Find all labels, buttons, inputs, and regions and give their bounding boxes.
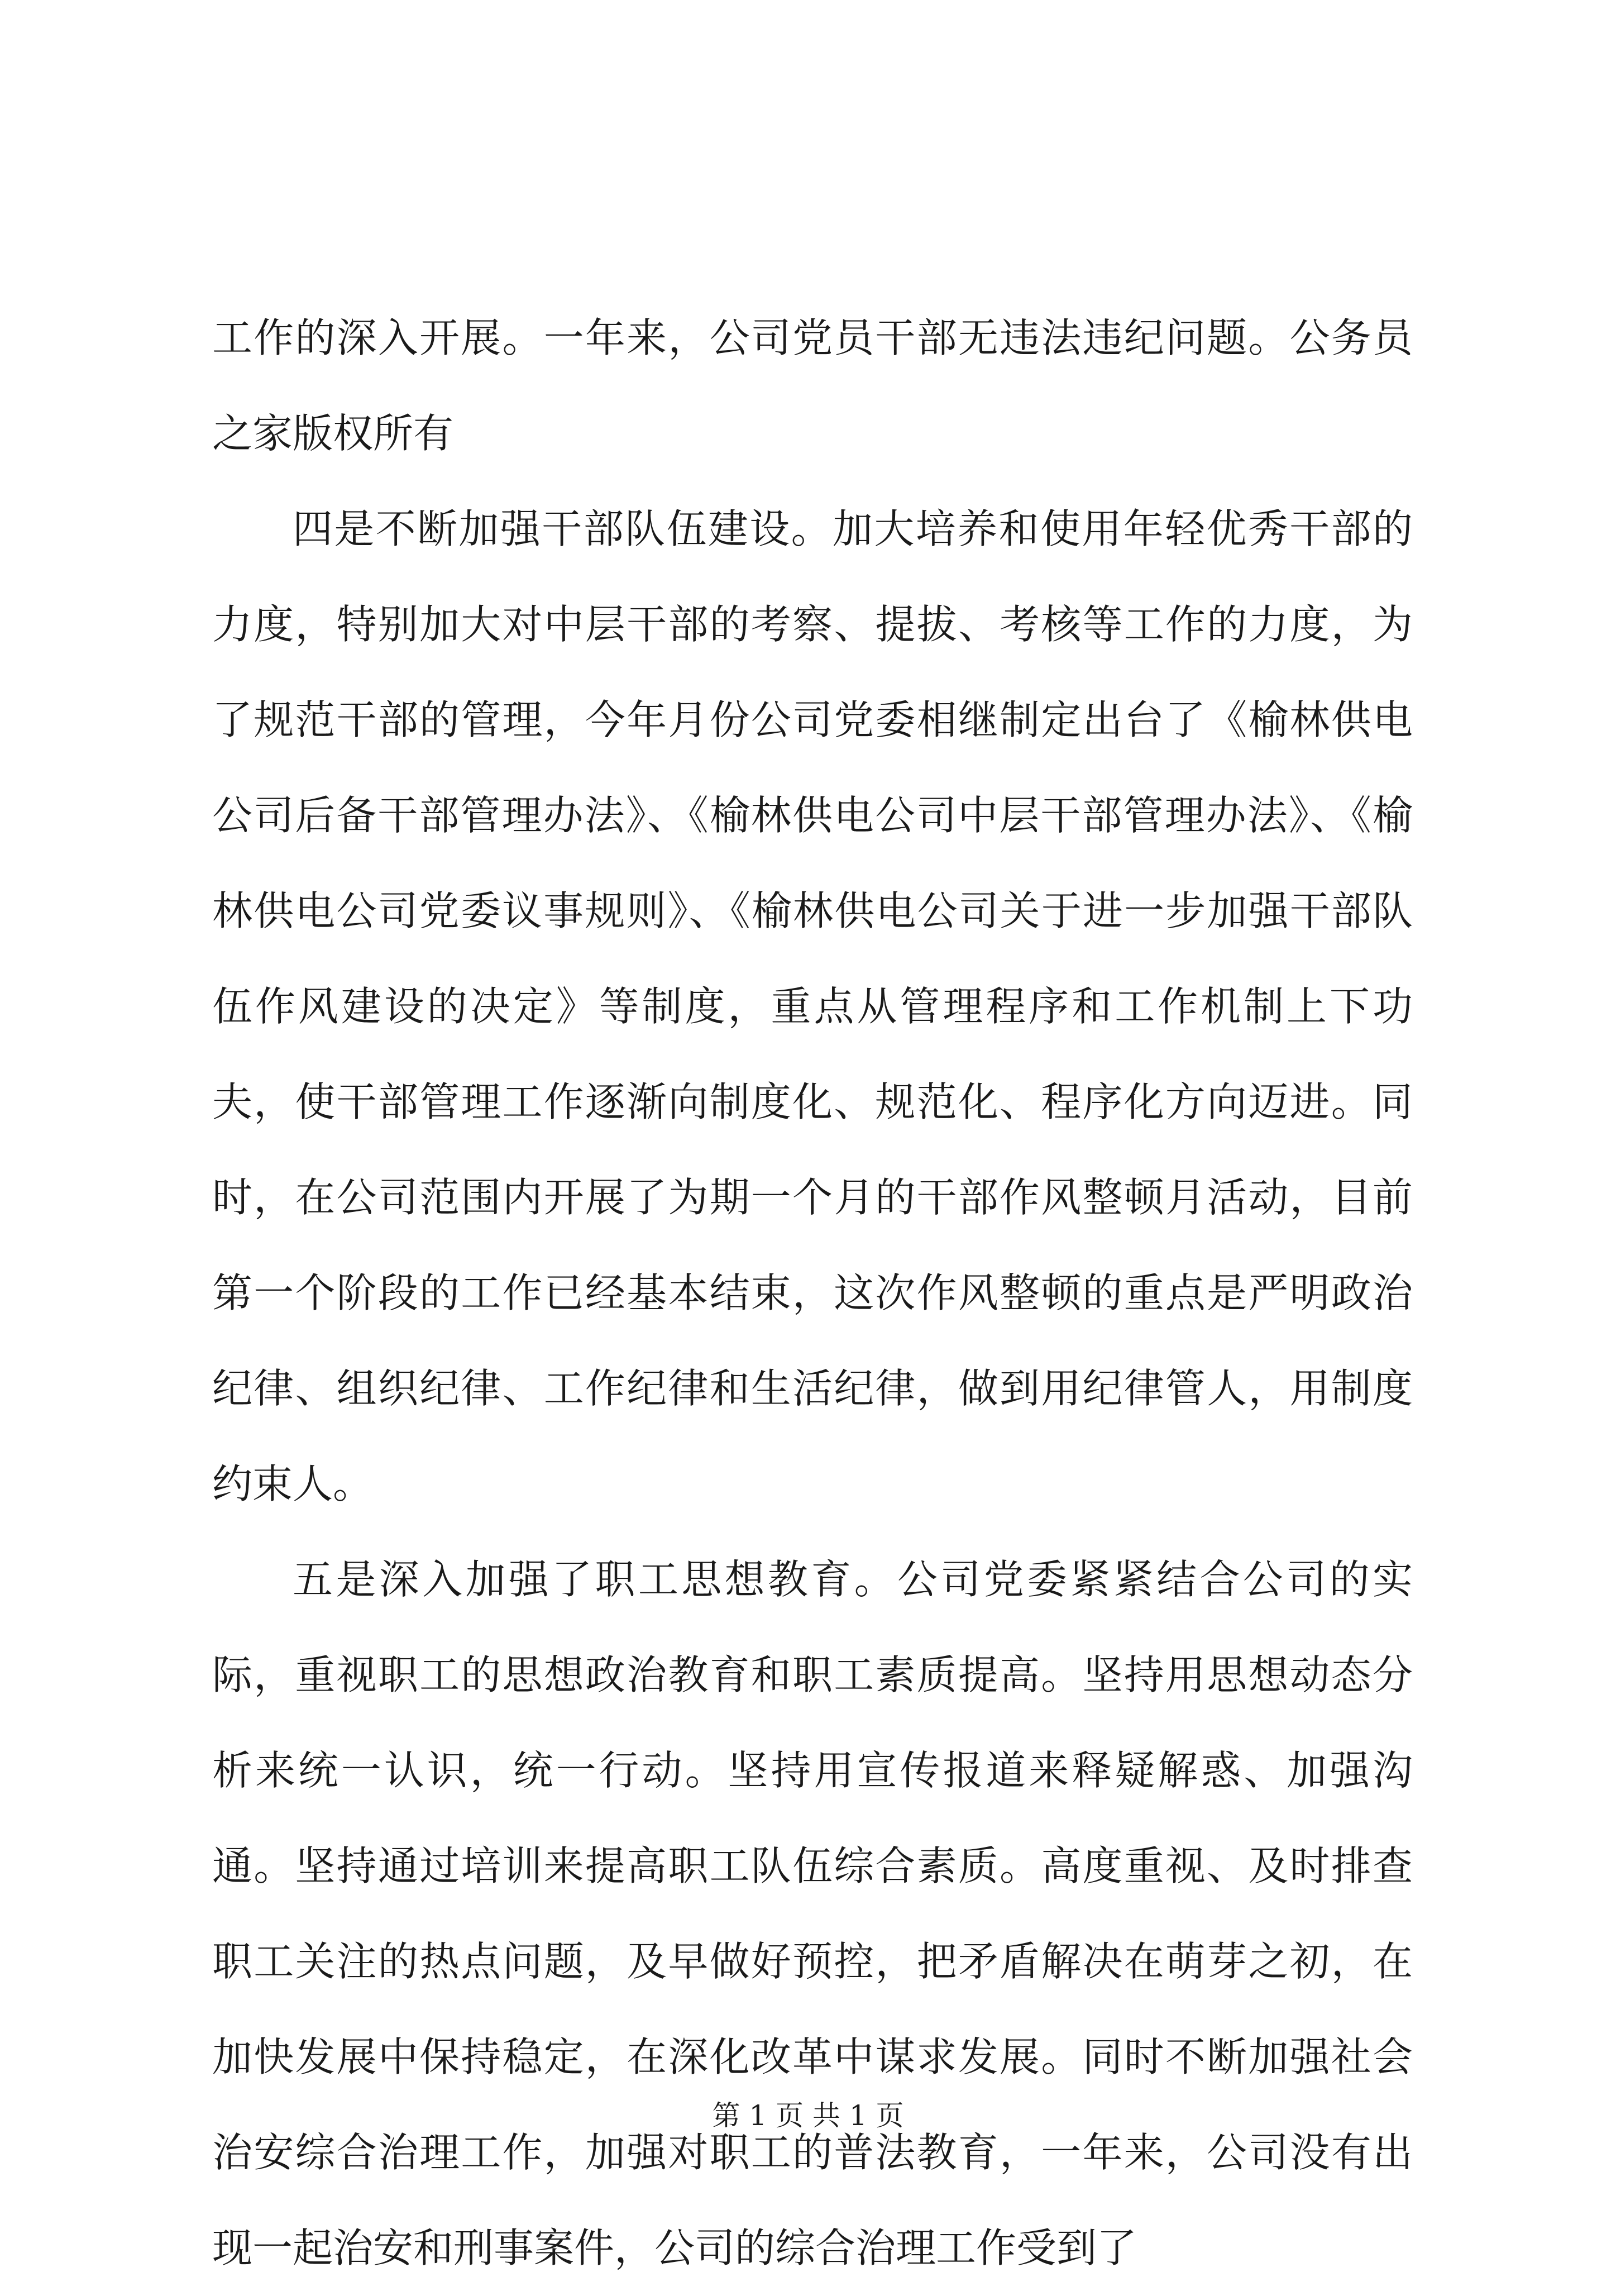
document-body <box>212 290 1413 2296</box>
paragraph-3: 五是深入加强了职工思想教育。公司党委紧紧结合公司的实际，重视职工的思想政治教育和职工素质提高。坚持用思想动态分析来统一认识，统一行动。坚持用宣传报道来释疑解惑、加强沟通。坚持通过培训来提高职工队伍综合素质。高度重视、及时排查职工关注的热点问题，及早做好预控，把矛盾解决在萌芽之初，在加快发展中保持稳定，在深化改革中谋求发展。同时不断加强社会治安综合治理工作，加强对职工的普法教育，一年来，公司没有出现一起治安和刑事案件，公司的综合治理工作受到了 <box>212 1556 1413 2271</box>
paragraph-2: 四是不断加强干部队伍建设。加大培养和使用年轻优秀干部的力度，特别加大对中层干部的考察、提拔、考核等工作的力度，为了规范干部的管理，今年月份公司党委相继制定出台了《榆林供电公司后备干部管理办法》、《榆林供电公司中层干部管理办法》、《榆林供电公司党委议事规则》、《榆林供电公司关于进一步加强干部队伍作风建设的决定》等制度，重点从管理程序和工作机制上下功夫，使干部管理工作逐渐向制度化、规范化、程序化方向迈进。同时，在公司范围内开展了为期一个月的干部作风整顿月活动，目前第一个阶段的工作已经基本结束，这次作风整顿的重点是严明政治纪律、组织纪律、工作纪律和生活纪律，做到用纪律管人，用制度约束人。 <box>212 505 1413 1507</box>
page-footer: 第 1 页 共 1 页 <box>712 2099 904 2132</box>
paragraph-1: 工作的深入开展。一年来，公司党员干部无违法违纪问题。公务员之家版权所有 <box>212 314 1413 457</box>
